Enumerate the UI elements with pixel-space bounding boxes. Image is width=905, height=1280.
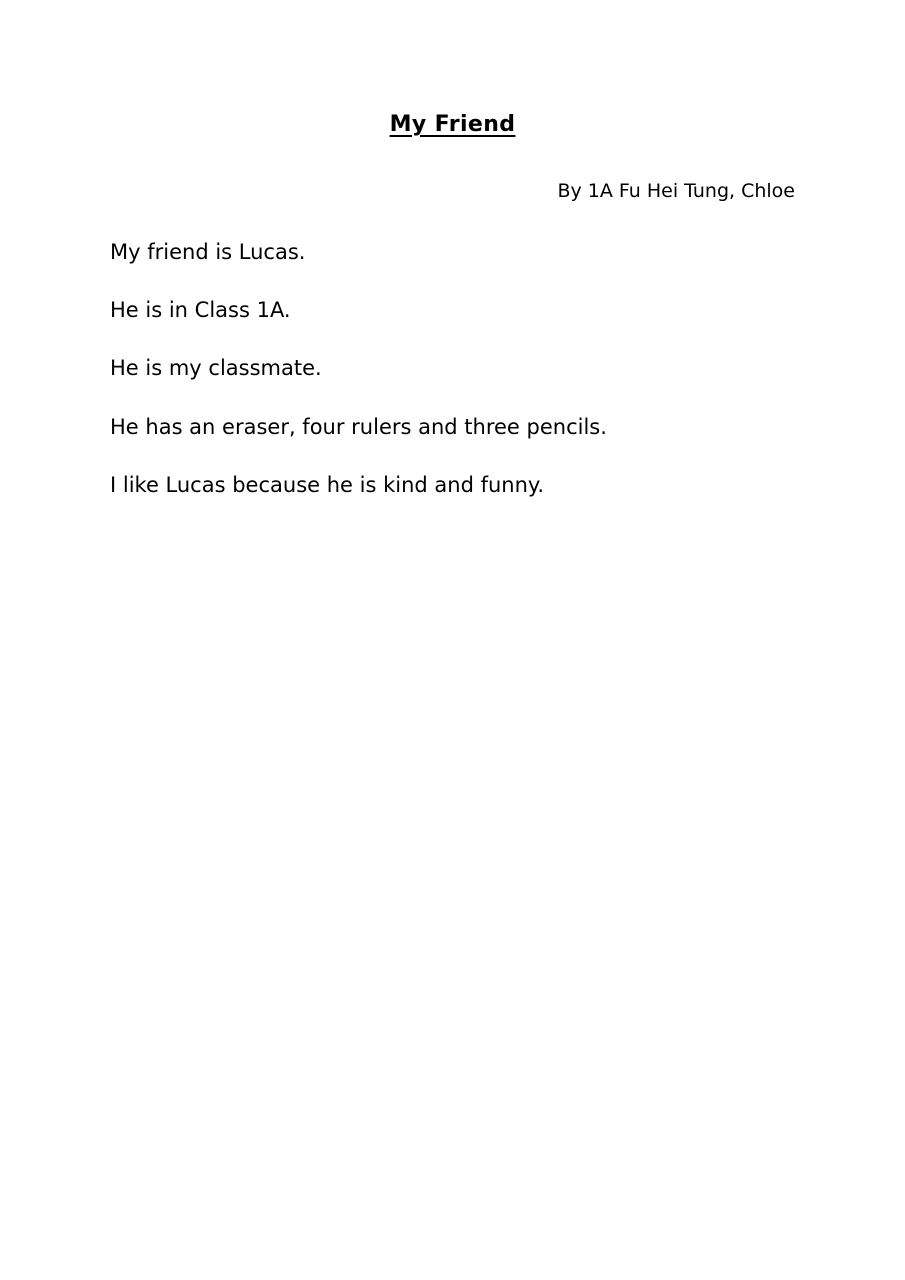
- body-line: He is in Class 1A.: [110, 298, 291, 323]
- page-title: My Friend: [389, 112, 516, 137]
- body-line: He has an eraser, four rulers and three pencils.: [110, 414, 607, 439]
- document-body: [110, 240, 810, 531]
- body-line: I like Lucas because he is kind and funny.: [110, 472, 545, 497]
- byline: By 1A Fu Hei Tung, Chloe: [557, 180, 795, 202]
- body-line: My friend is Lucas.: [110, 240, 306, 264]
- body-line: He is my classmate.: [110, 356, 322, 381]
